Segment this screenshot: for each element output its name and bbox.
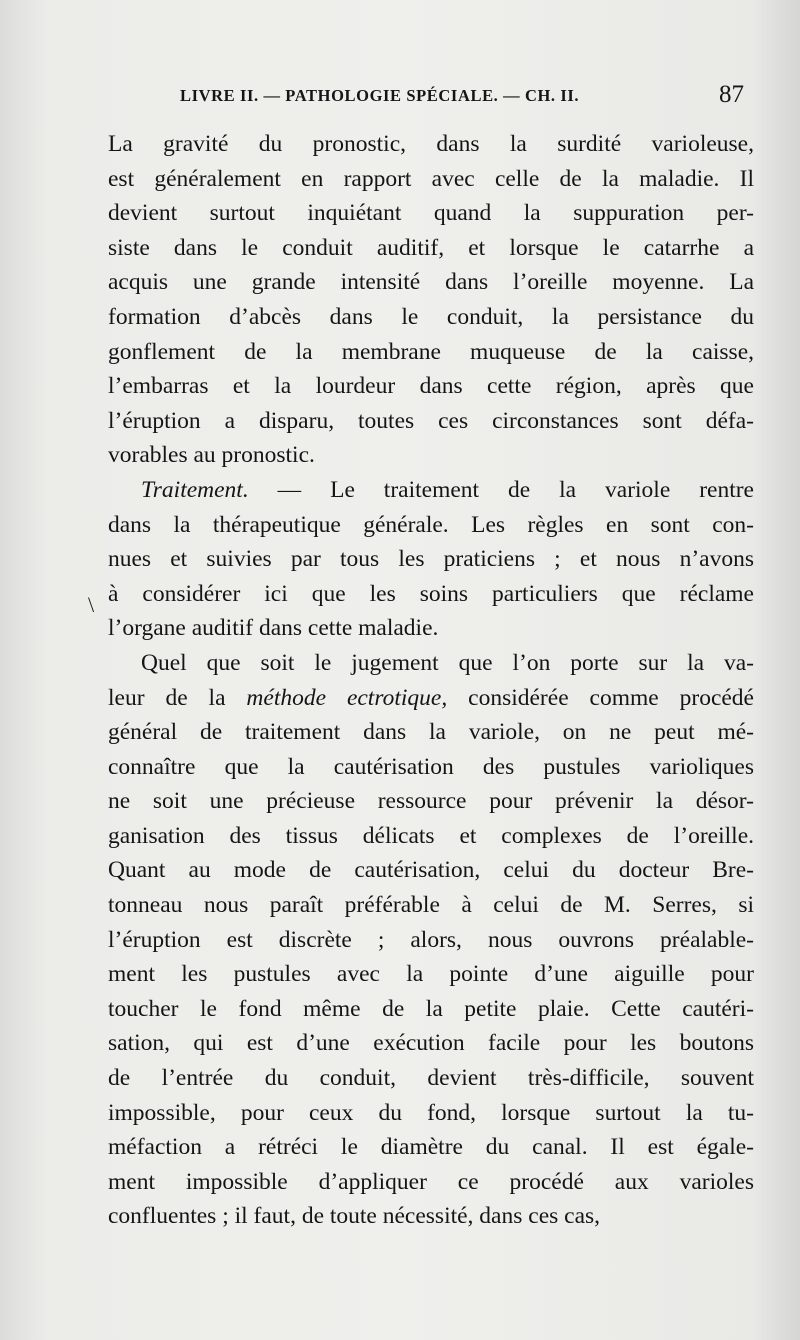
text-line: devient surtout inquiétant quand la suppuration per- [108, 200, 754, 227]
text-line: acquis une grande intensité dans l’oreille moyenne. La [108, 269, 754, 296]
text-line: l’éruption a disparu, toutes ces circonstances sont défa- [108, 407, 754, 434]
text-line: de l’entrée du conduit, devient très-difficile, souvent [108, 1065, 754, 1092]
text-line: l’organe auditif dans cette maladie. [108, 615, 439, 642]
text-line [108, 681, 754, 716]
text-line: toucher le fond même de la petite plaie. Cette cautéri- [108, 995, 754, 1022]
margin-mark: \ [88, 592, 95, 617]
text-line: siste dans le conduit auditif, et lorsque le catarrhe a [108, 234, 754, 261]
text-line: l’éruption est discrète ; alors, nous ouvrons préalable- [108, 926, 754, 953]
text-line: impossible, pour ceux du fond, lorsque surtout la tu- [108, 1099, 754, 1126]
text-line: connaître que la cautérisation des pustules varioliques [108, 753, 754, 780]
text-line: l’embarras et la lourdeur dans cette région, après que [108, 373, 754, 400]
text-line: général de traitement dans la variole, on ne peut mé- [108, 719, 754, 746]
text-line: à considérer ici que les soins particuliers que réclame [108, 580, 754, 607]
body-text [108, 127, 754, 1234]
italic-heading: Traitement. [141, 476, 249, 503]
text-line: ment les pustules avec la pointe d’une aiguille pour [108, 961, 754, 988]
text-line: tonneau nous paraît préférable à celui de M. Serres, si [108, 892, 754, 919]
text-line: Quel que soit le jugement que l’on porte sur la va- [141, 649, 754, 676]
text-line: vorables au pronostic. [108, 442, 315, 469]
text-line: nues et suivies par tous les praticiens ; et nous n’avons [108, 546, 754, 573]
text-line: ne soit une précieuse ressource pour prévenir la désor- [108, 788, 754, 815]
page-header [104, 82, 750, 116]
text-line: formation d’abcès dans le conduit, la persistance du [108, 303, 754, 330]
text-line: gonflement de la membrane muqueuse de la caisse, [108, 338, 754, 365]
text-span: leur de la [108, 684, 247, 711]
text-span: considérée comme procédé [447, 684, 754, 711]
text-line: Quant au mode de cautérisation, celui du docteur Bre- [108, 857, 754, 884]
text-line: ganisation des tissus délicats et complexes de l’oreille. [108, 822, 754, 849]
running-head: LIVRE II. — PATHOLOGIE SPÉCIALE. — CH. II. [180, 86, 580, 105]
text-line: dans la thérapeutique générale. Les règles en sont con- [108, 511, 754, 538]
text-line: est généralement en rapport avec celle de la maladie. Il [108, 165, 754, 192]
text-line: méfaction a rétréci le diamètre du canal. Il est égale- [108, 1134, 754, 1161]
text-line: sation, qui est d’une exécution facile pour les boutons [108, 1030, 754, 1057]
page-number: 87 [719, 81, 744, 108]
text-line [108, 473, 754, 508]
text-span: — Le traitement de la variole rentre [248, 476, 754, 503]
text-line: La gravité du pronostic, dans la surdité varioleuse, [108, 131, 754, 157]
italic-term: méthode ectrotique, [246, 684, 448, 711]
text-line: ment impossible d’appliquer ce procédé aux varioles [108, 1168, 754, 1195]
text-line: confluentes ; il faut, de toute nécessité, dans ces cas, [108, 1203, 601, 1230]
